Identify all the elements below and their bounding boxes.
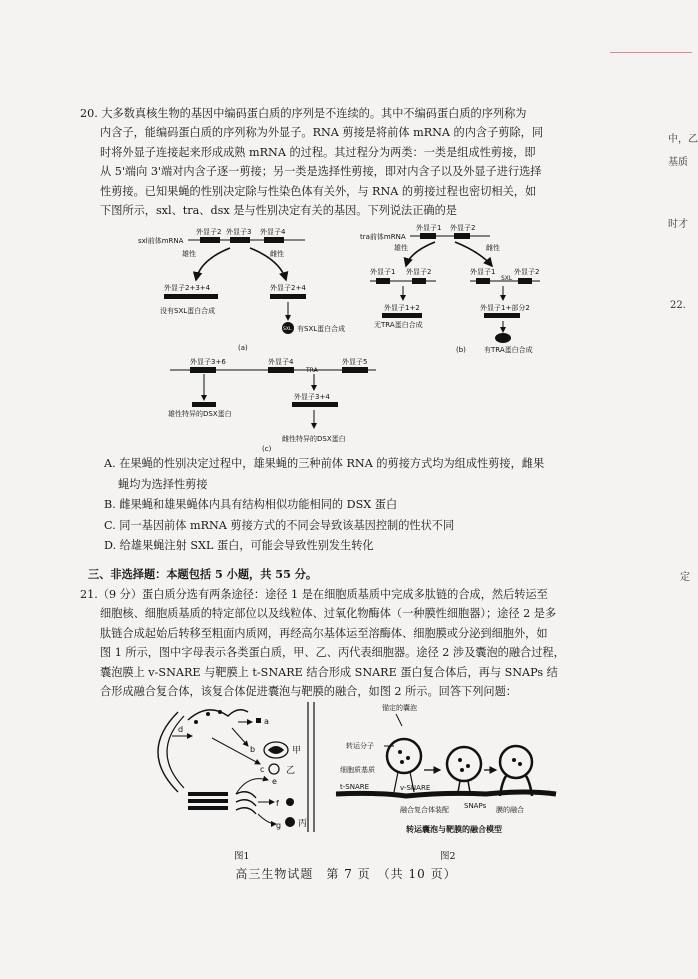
sxl-male: 雄性 [182, 250, 196, 258]
fig2-title: 转运囊泡与靶膜的融合模型 [406, 825, 502, 834]
tra-precursor-label: tra前体mRNA [360, 233, 406, 241]
fig2-caption: 图2 [440, 851, 456, 862]
q21-line: 囊泡膜上 v-SNARE 与靶膜上 t-SNARE 结合形成 SNARE 蛋白复合体后，再与 SNAPs 结 [100, 665, 558, 679]
fig1-letter-d: d [178, 725, 184, 734]
fig2-cytosol: 细胞质基质 [340, 766, 375, 774]
edge-text-3: 时才 [668, 219, 688, 230]
figure-2 [336, 700, 556, 840]
tra-exon2: 外显子2 [450, 224, 476, 232]
page-footer: 高三生物试题 第 7 页 （共 10 页） [235, 867, 457, 881]
q20-line: 20. 大多数真核生物的基因中编码蛋白质的序列是不连续的。其中不编码蛋白质的序列称为 [80, 107, 527, 120]
q20-line: 内含子，能编码蛋白质的序列称为外显子。RNA 剪接是将前体 mRNA 的内含子剪除，同 [100, 126, 544, 140]
fig1-organelle-yi: 乙 [286, 766, 296, 776]
panel-c [168, 357, 376, 453]
tra-female: 雌性 [486, 244, 500, 252]
dsx-female-result: 雌性特异的DSX蛋白 [282, 435, 346, 443]
sxl-female-result: 有SXL蛋白合成 [297, 325, 346, 333]
tra-exon1: 外显子1 [416, 224, 442, 232]
fig1-letter-a: a [264, 717, 269, 726]
dsx-exon36: 外显子3+6 [190, 358, 226, 366]
q20-line: 性剪接。已知果蝇的性别决定除与性染色体有关外，与 RNA 的剪接过程也密切相关，如 [100, 184, 537, 198]
q20-option-a-cont: 蝇均为选择性剪接 [118, 477, 208, 491]
tra-sxl-tag: SXL [501, 275, 513, 282]
q20-figure [120, 224, 580, 453]
panel-b-label: (b) [456, 346, 466, 354]
q20-line: 从 5'端向 3'端对内含子逐一剪接；另一类是选择性剪接，即对内含子以及外显子进行选择 [100, 165, 542, 179]
panel-b [360, 223, 540, 354]
fig1-letter-f: f [276, 799, 279, 808]
tra-female-exon1: 外显子1 [470, 268, 496, 276]
dsx-female-product: 外显子3+4 [294, 393, 330, 401]
q21-line: 细胞核、细胞质基质的特定部位以及线粒体、过氧化物酶体（一种膜性细胞器）；途径 2 是多 [100, 607, 557, 621]
q20-line: 下图所示，sxl、tra、dsx 是与性别决定有关的基因。下列说法正确的是 [100, 204, 457, 218]
sxl-exon2: 外显子2 [196, 228, 222, 236]
fig2-t-snare: t-SNARE [340, 783, 370, 791]
fig2-snaps: SNAPs [464, 802, 487, 810]
tra-female-product: 外显子1+部分2 [480, 304, 530, 312]
fig1-letter-g: g [276, 821, 282, 830]
dsx-exon4: 外显子4 [268, 358, 294, 366]
fig1-organelle-jia: 甲 [292, 746, 302, 756]
q21-line: 合形成融合复合体，该复合体促进囊泡与靶膜的融合，如图 2 所示。回答下列问题： [100, 685, 517, 699]
tra-female-exon2: 外显子2 [514, 268, 540, 276]
sxl-precursor-label: sxl前体mRNA [138, 237, 184, 245]
dsx-exon5: 外显子5 [342, 358, 368, 366]
dsx-male-result: 雄性特异的DSX蛋白 [168, 410, 232, 418]
tra-male-result: 无TRA蛋白合成 [374, 321, 423, 329]
edge-text-2: 基质 [668, 157, 688, 168]
tra-male-exon2: 外显子2 [406, 268, 432, 276]
fig1-organelle-bing: 丙 [298, 819, 308, 829]
sxl-male-product: 外显子2+3+4 [164, 284, 211, 292]
fig1-letter-c: c [260, 765, 265, 774]
tra-female-result: 有TRA蛋白合成 [484, 346, 533, 354]
q20-stem [80, 104, 640, 220]
fig1-letter-e: e [272, 777, 277, 786]
q20-option-b[interactable]: B. 雌果蝇和雄果蝇体内具有结构相似功能相同的 DSX 蛋白 [104, 498, 398, 511]
q20-options [104, 454, 644, 557]
panel-a [138, 227, 345, 352]
dsx-tra-tag: TRA [306, 367, 318, 374]
fig2-membrane-fusion: 膜的融合 [496, 806, 524, 814]
q20-option-c[interactable]: C. 同一基因前体 mRNA 剪接方式的不同会导致该基因控制的性状不同 [104, 518, 455, 532]
edge-text-1: 中，乙 [668, 134, 698, 145]
sxl-female-product: 外显子2+4 [270, 284, 306, 292]
edge-text-4: 22. [670, 300, 686, 311]
panel-a-label: (a) [238, 344, 248, 352]
sxl-male-result: 没有SXL蛋白合成 [160, 307, 216, 315]
tra-male-product: 外显子1+2 [384, 304, 420, 312]
sxl-protein-tag: SXL [283, 327, 292, 332]
sxl-female: 雌性 [270, 250, 284, 258]
edge-text-5: 定 [680, 572, 690, 583]
tra-male-exon1: 外显子1 [370, 268, 396, 276]
q20-option-d[interactable]: D. 给雄果蝇注射 SXL 蛋白，可能会导致性别发生转化 [104, 539, 374, 552]
fig1-letter-b: b [250, 745, 256, 754]
section-heading: 三、非选择题：本题包括 5 小题，共 55 分。 [88, 567, 318, 581]
q21-stem [80, 585, 640, 701]
fig2-v-snare: v-SNARE [400, 784, 431, 792]
fig2-fusion-complex-assembly: 融合复合体装配 [400, 806, 449, 814]
panel-c-label: (c) [262, 445, 272, 453]
fig2-docked-vesicle: 锚定的囊泡 [382, 704, 417, 712]
q21-line: 肽链合成起始后转移至粗面内质网，再经高尔基体运至溶酶体、细胞膜或分泌到细胞外，如 [100, 626, 548, 640]
q20-line: 时将外显子连接起来形成成熟 mRNA 的过程。其过程分为两类：一类是组成性剪接，即 [100, 145, 536, 159]
page-edge-rule [610, 52, 692, 53]
fig1-caption: 图1 [234, 851, 250, 862]
sxl-exon3: 外显子3 [226, 228, 252, 236]
q20-option-a[interactable]: A. 在果蝇的性别决定过程中，雄果蝇的三种前体 RNA 的剪接方式均为组成性剪接，雌果 [104, 457, 545, 470]
q21-line: 图 1 所示，图中字母表示各类蛋白质，甲、乙、丙代表细胞器。途径 2 涉及囊泡的融合过程， [100, 646, 565, 660]
tra-male: 雄性 [394, 244, 408, 252]
sxl-exon4: 外显子4 [260, 228, 286, 236]
q21-line: 21.（9 分）蛋白质分选有两条途径：途径 1 是在细胞质基质中完成多肽链的合成，然后转运至 [80, 588, 548, 601]
fig2-transport-molecule: 转运分子 [346, 742, 374, 750]
figure-1 [148, 702, 328, 842]
